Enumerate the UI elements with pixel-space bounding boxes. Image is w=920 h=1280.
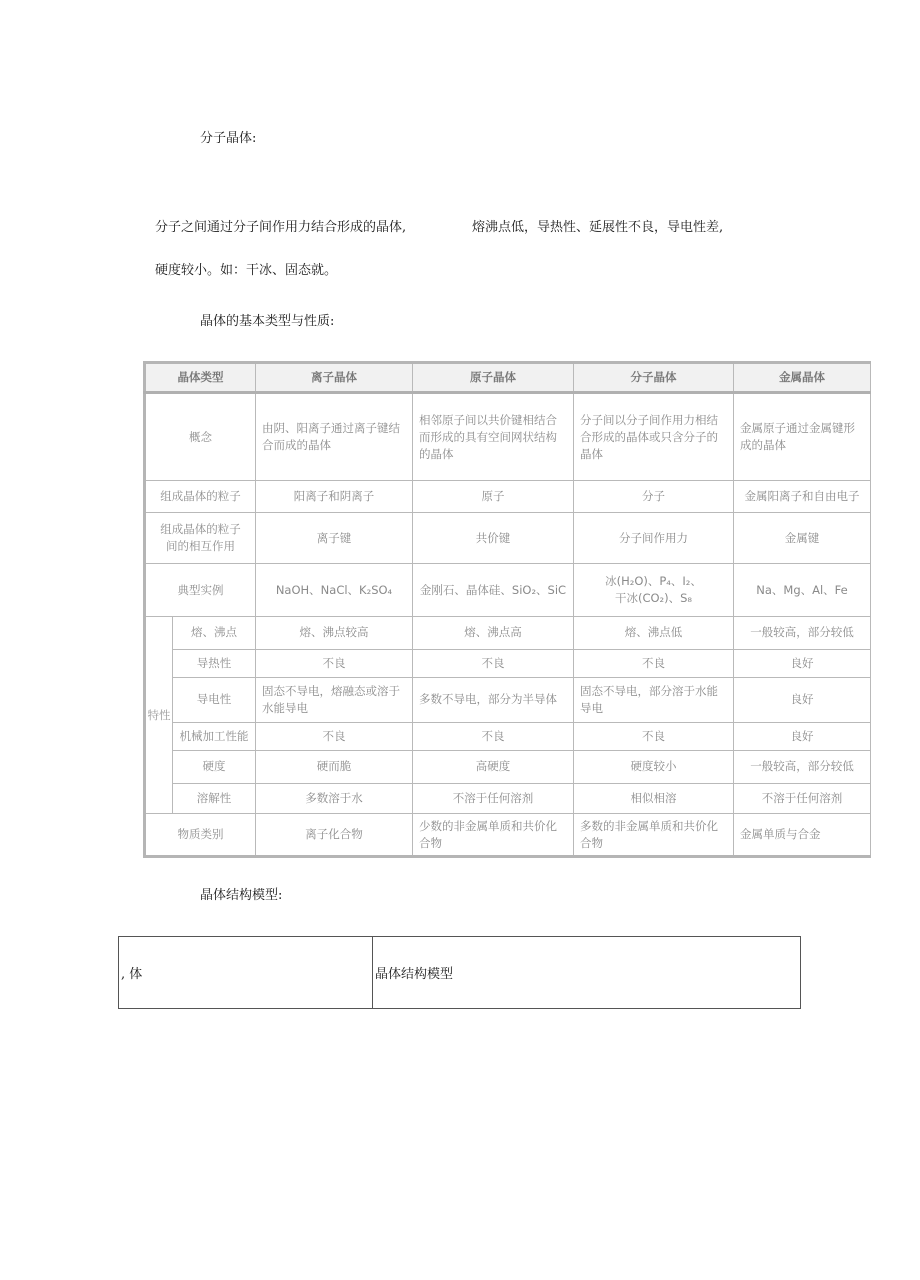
crystal-types-table xyxy=(143,361,871,858)
cell-particles-atomic: 原子 xyxy=(413,480,574,513)
header-crystal-type: 晶体类型 xyxy=(145,363,256,393)
model-table-row xyxy=(119,937,801,1009)
cell-substance-ionic: 离子化合物 xyxy=(256,814,413,857)
property-cell: 熔、沸点低 xyxy=(574,617,734,650)
table-row-property xyxy=(145,783,871,813)
cell-concept-molecular: 分子间以分子间作用力相结合形成的晶体或只含分子的晶体 xyxy=(574,393,734,480)
property-cell: 良好 xyxy=(734,678,871,723)
row-label-interaction xyxy=(145,513,256,564)
model-col-crystal: , 体 xyxy=(119,937,373,1009)
header-ionic: 离子晶体 xyxy=(256,363,413,393)
property-cell: 相似相溶 xyxy=(574,783,734,813)
paragraph-examples: 硬度较小。如：干冰、固态就。 xyxy=(155,263,338,278)
heading-molecular-crystal: 分子晶体: xyxy=(200,131,257,146)
cell-examples-metallic: Na、Mg、Al、Fe xyxy=(734,564,871,617)
property-cell: 固态不导电，部分溶于水能导电 xyxy=(574,678,734,723)
cell-substance-molecular: 多数的非金属单质和共价化合物 xyxy=(574,814,734,857)
table-row-property xyxy=(145,617,871,650)
table-row-property xyxy=(145,751,871,784)
heading-crystal-types: 晶体的基本类型与性质: xyxy=(200,314,335,329)
table-row-particles xyxy=(145,480,871,513)
property-cell: 不溶于任何溶剂 xyxy=(734,783,871,813)
cell-substance-metallic: 金属单质与合金 xyxy=(734,814,871,857)
property-cell: 熔、沸点高 xyxy=(413,617,574,650)
paragraph-definition: 分子之间通过分子间作用力结合形成的晶体, xyxy=(155,220,407,235)
property-label: 导热性 xyxy=(173,649,256,677)
structure-model-table xyxy=(118,936,801,1009)
cell-interaction-metallic: 金属键 xyxy=(734,513,871,564)
cell-examples-molecular xyxy=(574,564,734,617)
property-cell: 硬而脆 xyxy=(256,751,413,784)
table-row-property xyxy=(145,649,871,677)
row-label-interaction-line1: 组成晶体的粒子 xyxy=(160,522,241,537)
property-label: 机械加工性能 xyxy=(173,722,256,750)
property-label: 熔、沸点 xyxy=(173,617,256,650)
property-cell: 不溶于任何溶剂 xyxy=(413,783,574,813)
row-label-substance: 物质类别 xyxy=(145,814,256,857)
property-cell: 多数溶于水 xyxy=(256,783,413,813)
property-label: 硬度 xyxy=(173,751,256,784)
property-cell: 良好 xyxy=(734,649,871,677)
cell-concept-ionic: 由阴、阳离子通过离子键结合而成的晶体 xyxy=(256,393,413,480)
cell-interaction-atomic: 共价键 xyxy=(413,513,574,564)
property-cell: 不良 xyxy=(574,649,734,677)
property-label: 溶解性 xyxy=(173,783,256,813)
cell-substance-atomic: 少数的非金属单质和共价化合物 xyxy=(413,814,574,857)
property-cell: 固态不导电，熔融态或溶于水能导电 xyxy=(256,678,413,723)
cell-examples-ionic: NaOH、NaCl、K₂SO₄ xyxy=(256,564,413,617)
row-label-particles: 组成晶体的粒子 xyxy=(145,480,256,513)
row-label-examples: 典型实例 xyxy=(145,564,256,617)
cell-interaction-ionic: 离子键 xyxy=(256,513,413,564)
property-cell: 不良 xyxy=(256,649,413,677)
header-molecular: 分子晶体 xyxy=(574,363,734,393)
header-atomic: 原子晶体 xyxy=(413,363,574,393)
heading-structure-model: 晶体结构模型: xyxy=(200,888,283,903)
table-row-concept xyxy=(145,393,871,480)
examples-molecular-line2: 干冰(CO₂)、S₈ xyxy=(614,591,693,606)
property-cell: 不良 xyxy=(413,722,574,750)
property-label: 导电性 xyxy=(173,678,256,723)
property-cell: 熔、沸点较高 xyxy=(256,617,413,650)
property-cell: 不良 xyxy=(256,722,413,750)
row-label-concept: 概念 xyxy=(145,393,256,480)
property-cell: 良好 xyxy=(734,722,871,750)
property-cell: 一般较高，部分较低 xyxy=(734,617,871,650)
property-cell: 不良 xyxy=(413,649,574,677)
property-cell: 一般较高，部分较低 xyxy=(734,751,871,784)
cell-particles-ionic: 阳离子和阴离子 xyxy=(256,480,413,513)
group-label-properties: 特性 xyxy=(145,617,173,814)
cell-particles-metallic: 金属阳离子和自由电子 xyxy=(734,480,871,513)
paragraph-properties: 熔沸点低，导热性、延展性不良，导电性差, xyxy=(472,220,724,235)
cell-examples-atomic: 金刚石、晶体硅、SiO₂、SiC xyxy=(413,564,574,617)
property-cell: 多数不导电，部分为半导体 xyxy=(413,678,574,723)
model-col-structure: 晶体结构模型 xyxy=(373,937,801,1009)
table-header-row xyxy=(145,363,871,393)
cell-concept-metallic: 金属原子通过金属键形成的晶体 xyxy=(734,393,871,480)
table-row-property xyxy=(145,722,871,750)
table-row-examples xyxy=(145,564,871,617)
header-metallic: 金属晶体 xyxy=(734,363,871,393)
table-row-interaction xyxy=(145,513,871,564)
cell-concept-atomic: 相邻原子间以共价键相结合而形成的具有空间网状结构的晶体 xyxy=(413,393,574,480)
table-row-substance xyxy=(145,814,871,857)
cell-particles-molecular: 分子 xyxy=(574,480,734,513)
table-row-property xyxy=(145,678,871,723)
examples-molecular-line1: 冰(H₂O)、P₄、I₂、 xyxy=(605,574,702,589)
property-cell: 高硬度 xyxy=(413,751,574,784)
property-cell: 硬度较小 xyxy=(574,751,734,784)
row-label-interaction-line2: 间的相互作用 xyxy=(166,539,235,554)
cell-interaction-molecular: 分子间作用力 xyxy=(574,513,734,564)
property-cell: 不良 xyxy=(574,722,734,750)
